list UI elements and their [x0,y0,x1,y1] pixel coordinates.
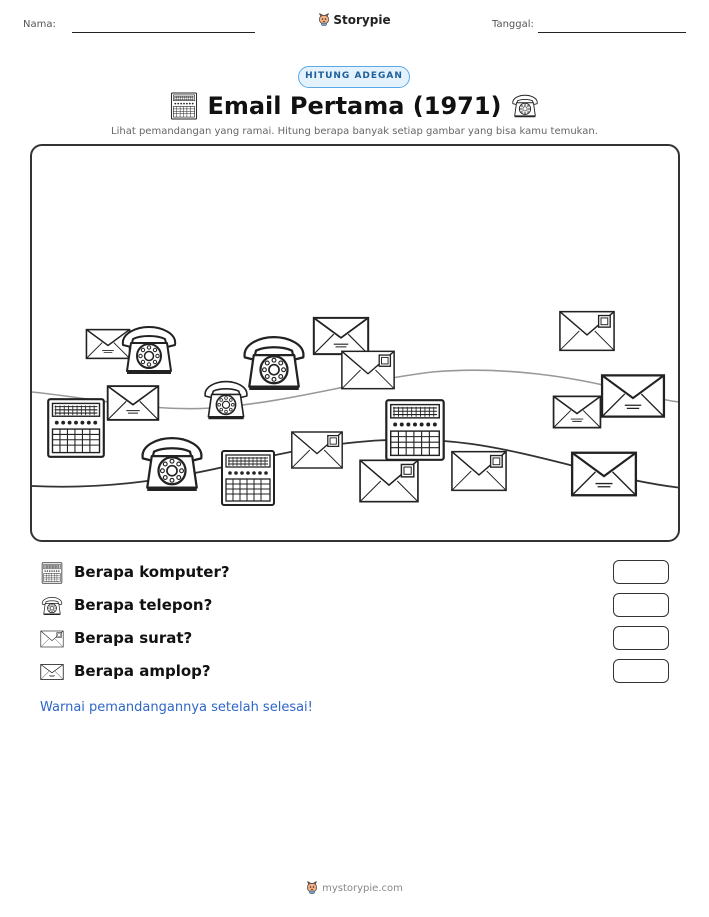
question-text: Berapa komputer? [74,563,230,581]
question-text: Berapa surat? [74,629,193,647]
letter-item [452,452,506,491]
letter-item [342,351,394,388]
computer-item [222,451,274,505]
question-text: Berapa telepon? [74,596,213,614]
letter-item [292,432,342,468]
activity-badge: HITUNG ADEGAN [298,66,410,88]
storypie-logo-icon [306,881,318,894]
name-field[interactable] [72,32,255,33]
telephone-icon [40,595,64,617]
counting-scene [30,144,680,542]
brand-logo [0,13,709,27]
name-label: Nama: [23,19,56,30]
question-row-letter [40,626,680,652]
page-title [0,91,709,120]
answer-box-letter[interactable] [613,626,669,650]
question-text: Berapa amplop? [74,662,211,680]
date-label: Tanggal: [492,19,534,30]
letter-icon [40,628,64,650]
computer-icon [40,562,64,584]
computer-item [48,399,104,457]
envelope-item [602,375,664,416]
telephone-item [123,327,175,374]
coloring-note: Warnai pemandangannya setelah selesai! [40,700,313,715]
letter-item [560,312,614,351]
brand-name: Storypie [333,13,391,27]
question-row-telephone [40,593,680,619]
title-text: Email Pertama (1971) [207,92,502,120]
storypie-logo-icon [318,13,330,26]
telephone-item [205,382,247,420]
telephone-item [245,337,304,390]
envelope-icon [40,661,64,683]
question-row-computer [40,560,680,586]
footer [0,881,709,894]
computer-item [386,400,443,460]
footer-url: mystorypie.com [322,883,403,894]
scene-illustration [32,146,680,542]
telephone-icon [510,92,540,120]
answer-box-envelope[interactable] [613,659,669,683]
answer-box-computer[interactable] [613,560,669,584]
answer-box-telephone[interactable] [613,593,669,617]
date-field[interactable] [538,32,686,33]
envelope-item [554,396,601,427]
letter-item [360,460,418,501]
envelope-item [108,386,159,420]
computer-icon [169,92,199,120]
question-row-envelope [40,659,680,685]
instructions: Lihat pemandangan yang ramai. Hitung berapa banyak setiap gambar yang bisa kamu temukan. [111,126,598,137]
telephone-item [143,438,202,491]
envelope-item [572,453,636,496]
envelope-item [314,318,368,354]
